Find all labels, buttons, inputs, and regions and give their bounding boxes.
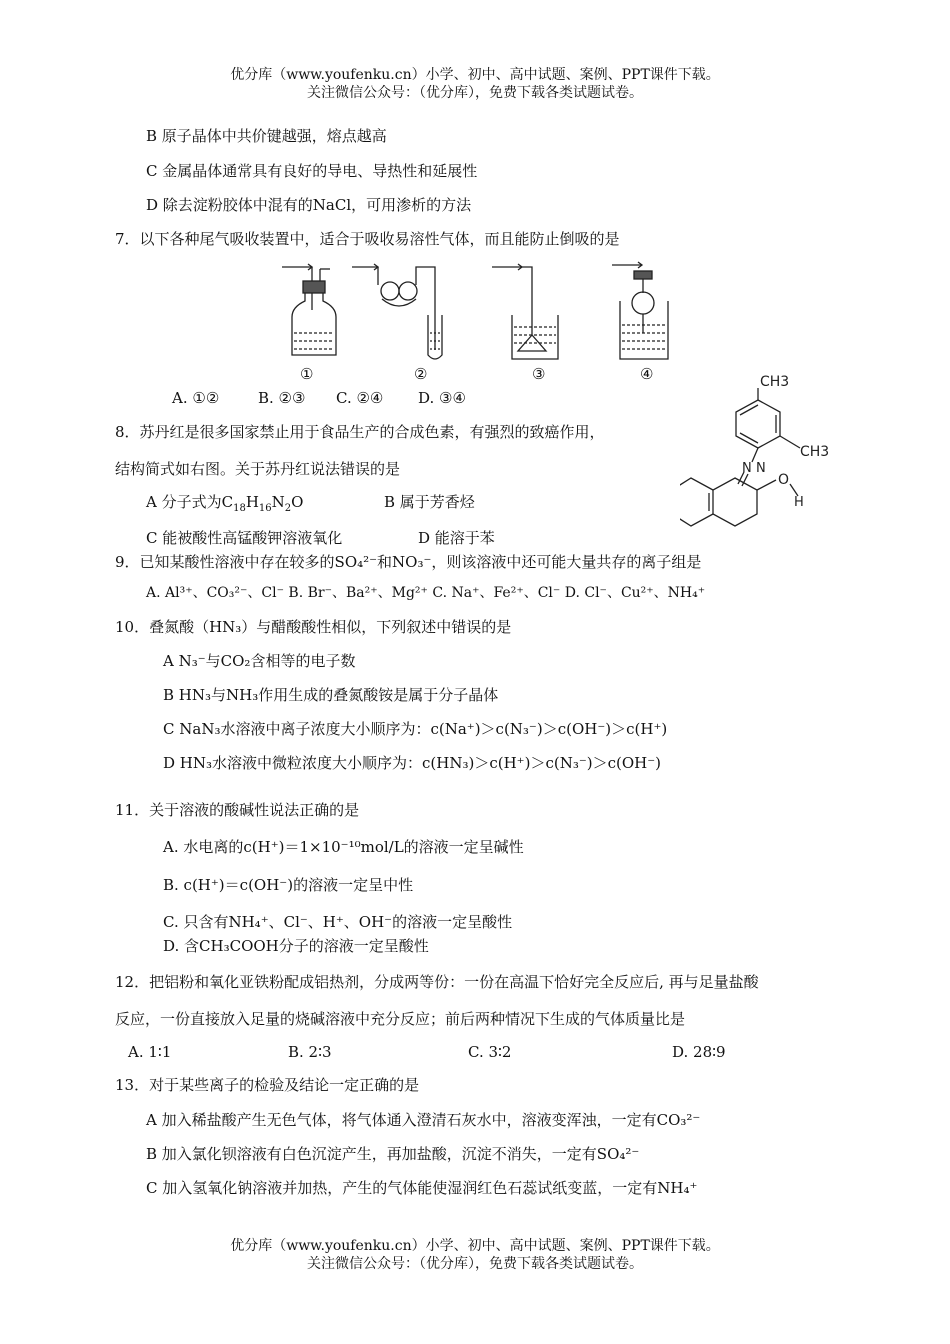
- q8-option-d: D 能溶于苯: [418, 529, 495, 547]
- apparatus-4: [612, 262, 668, 359]
- hydrogen-label: H: [794, 495, 804, 510]
- q12-option-d: D. 28∶9: [672, 1043, 726, 1061]
- apparatus-3: [492, 264, 558, 359]
- q11-option-c: C. 只含有NH₄⁺、Cl⁻、H⁺、OH⁻的溶液一定呈酸性: [163, 913, 513, 931]
- q7-apparatus-figure: [270, 255, 690, 370]
- azo-n1-label: N: [742, 461, 752, 476]
- q8-stem-1: 8．苏丹红是很多国家禁止用于食品生产的合成色素，有强烈的致癌作用，: [115, 423, 605, 441]
- q10-option-b: B HN₃与NH₃作用生成的叠氮酸铵是属于分子晶体: [163, 686, 499, 704]
- q12-option-c: C. 3∶2: [468, 1043, 512, 1061]
- oxygen-label: O: [778, 472, 790, 488]
- q11-option-b: B. c(H⁺)＝c(OH⁻)的溶液一定呈中性: [163, 876, 414, 894]
- q12-stem-1: 12．把铝粉和氧化亚铁粉配成铝热剂，分成两等份：一份在高温下恰好完全反应后, 再与足量盐酸: [115, 973, 759, 991]
- apparatus-2: [352, 264, 442, 359]
- page-footer-line-2: 关注微信公众号：（优分库），免费下载各类试题试卷。: [307, 1256, 643, 1272]
- q8-option-c: C 能被酸性高锰酸钾溶液氧化: [146, 529, 343, 547]
- q10-stem: 10．叠氮酸（HN₃）与醋酸酸性相似，下列叙述中错误的是: [115, 618, 512, 636]
- page-header-line-1: 优分库（www.youfenku.cn）小学、初中、高中试题、案例、PPT课件下载。: [230, 67, 720, 83]
- q10-option-a: A N₃⁻与CO₂含相等的电子数: [163, 652, 356, 670]
- q8-stem-2: 结构简式如右图。关于苏丹红说法错误的是: [115, 460, 401, 478]
- q10-option-d: D HN₃水溶液中微粒浓度大小顺序为：c(HN₃)＞c(H⁺)＞c(N₃⁻)＞c(OH⁻): [163, 754, 662, 772]
- q12-option-b: B. 2∶3: [288, 1043, 332, 1061]
- q6-option-d: D 除去淀粉胶体中混有的NaCl，可用渗析的方法: [146, 196, 472, 214]
- q8-option-b: B 属于芳香烃: [384, 493, 475, 511]
- q13-option-c: C 加入氢氧化钠溶液并加热，产生的气体能使湿润红色石蕊试纸变蓝，一定有NH₄⁺: [146, 1179, 698, 1197]
- q11-option-d: D. 含CH₃COOH分子的溶液一定呈酸性: [163, 937, 429, 955]
- q11-option-a: A. 水电离的c(H⁺)＝1×10⁻¹⁰mol/L的溶液一定呈碱性: [163, 838, 524, 856]
- q9-stem: 9．已知某酸性溶液中存在较多的SO₄²⁻和NO₃⁻，则该溶液中还可能大量共存的离子组是: [115, 553, 702, 571]
- q7-label-3: ③: [532, 365, 546, 383]
- apparatus-1: [282, 264, 336, 355]
- q7-stem: 7．以下各种尾气吸收装置中，适合于吸收易溶性气体，而且能防止倒吸的是: [115, 230, 620, 248]
- q7-label-4: ④: [640, 365, 654, 383]
- ch3-right-label: CH3: [800, 444, 830, 460]
- page-header-line-2: 关注微信公众号：（优分库），免费下载各类试题试卷。: [307, 85, 643, 101]
- q11-stem: 11．关于溶液的酸碱性说法正确的是: [115, 801, 360, 819]
- q7-option-b: B. ②③: [258, 389, 306, 407]
- sudan-red-structure: [680, 372, 840, 537]
- q9-options: A. Al³⁺、CO₃²⁻、Cl⁻ B. Br⁻、Ba²⁺、Mg²⁺ C. Na⁺、Fe²⁺、Cl⁻ D. Cl⁻、Cu²⁺、NH₄⁺: [146, 585, 706, 601]
- q7-label-1: ①: [300, 365, 314, 383]
- page-footer-line-1: 优分库（www.youfenku.cn）小学、初中、高中试题、案例、PPT课件下载。: [230, 1238, 720, 1254]
- q7-option-a: A. ①②: [172, 389, 220, 407]
- q13-option-a: A 加入稀盐酸产生无色气体，将气体通入澄清石灰水中，溶液变浑浊，一定有CO₃²⁻: [146, 1111, 701, 1129]
- q7-label-2: ②: [414, 365, 428, 383]
- q7-option-c: C. ②④: [336, 389, 384, 407]
- q12-stem-2: 反应，一份直接放入足量的烧碱溶液中充分反应；前后两种情况下生成的气体质量比是: [115, 1010, 686, 1028]
- q10-option-c: C NaN₃水溶液中离子浓度大小顺序为：c(Na⁺)＞c(N₃⁻)＞c(OH⁻)＞c(H⁺): [163, 720, 668, 738]
- q6-option-c: C 金属晶体通常具有良好的导电、导热性和延展性: [146, 162, 478, 180]
- azo-n2-label: N: [756, 461, 766, 476]
- q13-stem: 13．对于某些离子的检验及结论一定正确的是: [115, 1076, 420, 1094]
- ch3-top-label: CH3: [760, 374, 790, 390]
- q12-option-a: A. 1∶1: [128, 1043, 172, 1061]
- q6-option-b: B 原子晶体中共价键越强，熔点越高: [146, 127, 387, 145]
- q8-option-a: A 分子式为$C_{18}H_{16}N_2O$: [146, 493, 304, 514]
- q7-option-d: D. ③④: [418, 389, 466, 407]
- q13-option-b: B 加入氯化钡溶液有白色沉淀产生，再加盐酸，沉淀不消失，一定有SO₄²⁻: [146, 1145, 640, 1163]
